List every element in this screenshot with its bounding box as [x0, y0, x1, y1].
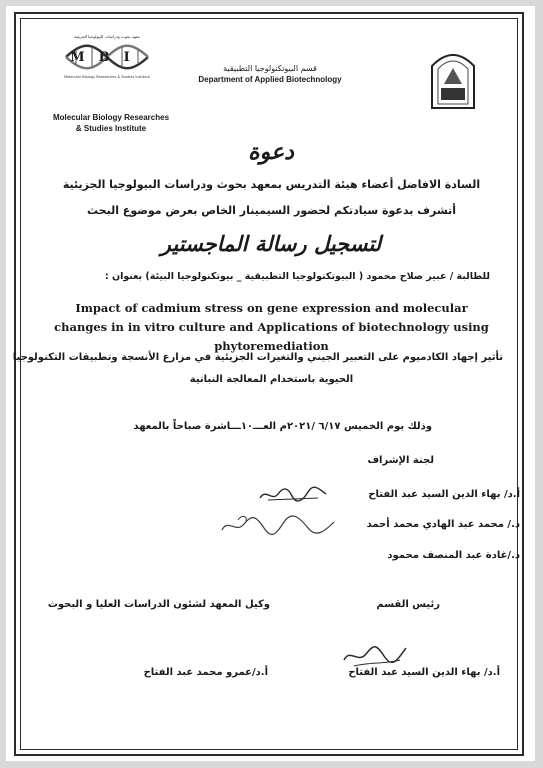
signature-2-icon — [218, 512, 338, 540]
addressee-line: السادة الافاضل أعضاء هيئة التدريس بمعهد بحوث ودراسات البيولوجيا الجزيئية — [62, 178, 481, 191]
vice-dean-name: أ.د/عمرو محمد عبد الفتاح — [143, 667, 268, 678]
signature-1-icon — [258, 484, 328, 506]
department-header — [190, 64, 350, 84]
invitation-title: دعوة — [248, 140, 294, 165]
registration-line: لتسجيل رسالة الماجستير — [160, 232, 382, 256]
department-arabic: قسم البيوتكنولوجيا التطبيقية — [223, 64, 317, 73]
thesis-title-english: Impact of cadmium stress on gene expression and molecular changes in in vitro culture and Applications of biotechnology using phytoremediation — [54, 301, 489, 353]
logo-caption-english: Molecular Biology Researches & Studies Institute — [64, 75, 150, 79]
university-seal-icon — [428, 48, 478, 110]
institute-logo — [52, 34, 162, 79]
department-english: Department of Applied Biotechnology — [198, 75, 342, 84]
date-line: وذلك يوم الخميس ٦/١٧ /٢٠٢١م العـــ١٠ـــاشرة صباحاً بالمعهد — [133, 421, 432, 432]
vice-dean-title: وكيل المعهد لشئون الدراسات العليا و البحوث — [47, 599, 270, 610]
committee-member-3: د./غادة عبد المنصف محمود — [387, 550, 520, 561]
committee-heading: لجنة الإشراف — [367, 455, 434, 466]
institute-name-line1: Molecular Biology Researches — [52, 113, 170, 122]
head-of-department-name: أ.د/ بهاء الدين السيد عبد الفتاح — [348, 667, 500, 678]
committee-member-1: أ.د/ بهاء الدين السيد عبد الفتاح — [368, 489, 520, 500]
head-of-department-title: رئيس القسم — [376, 599, 440, 610]
logo-letters: MBI — [70, 50, 144, 65]
thesis-title-arabic-1: تأثير إجهاد الكادميوم على التعبير الجيني والتغيرات الجزيئية في مزارع الأنسجة وتطبيقات التكنولوجيا — [12, 352, 503, 363]
institute-name — [44, 112, 178, 134]
student-line: للطالبة / عبير صلاح محمود ( البيوتكنولوجيا التطبيقية _ بيوتكنولوجيا البيئة) بعنوان : — [104, 271, 490, 282]
institute-name-line2: & Studies Institute — [75, 124, 147, 133]
thesis-title-arabic-2: الحيوية باستخدام المعالجة النباتية — [189, 374, 354, 385]
committee-member-2: د./ محمد عبد الهادي محمد أحمد — [366, 519, 520, 530]
request-line: أتشرف بدعوة سيادتكم لحضور السيمينار الخاص بعرض موضوع البحث — [87, 204, 456, 217]
university-seal — [428, 48, 478, 110]
head-signature-icon — [340, 640, 410, 670]
logo-caption-arabic: معهد بحوث ودراسات البيولوجيا الجزيئية — [74, 34, 140, 39]
